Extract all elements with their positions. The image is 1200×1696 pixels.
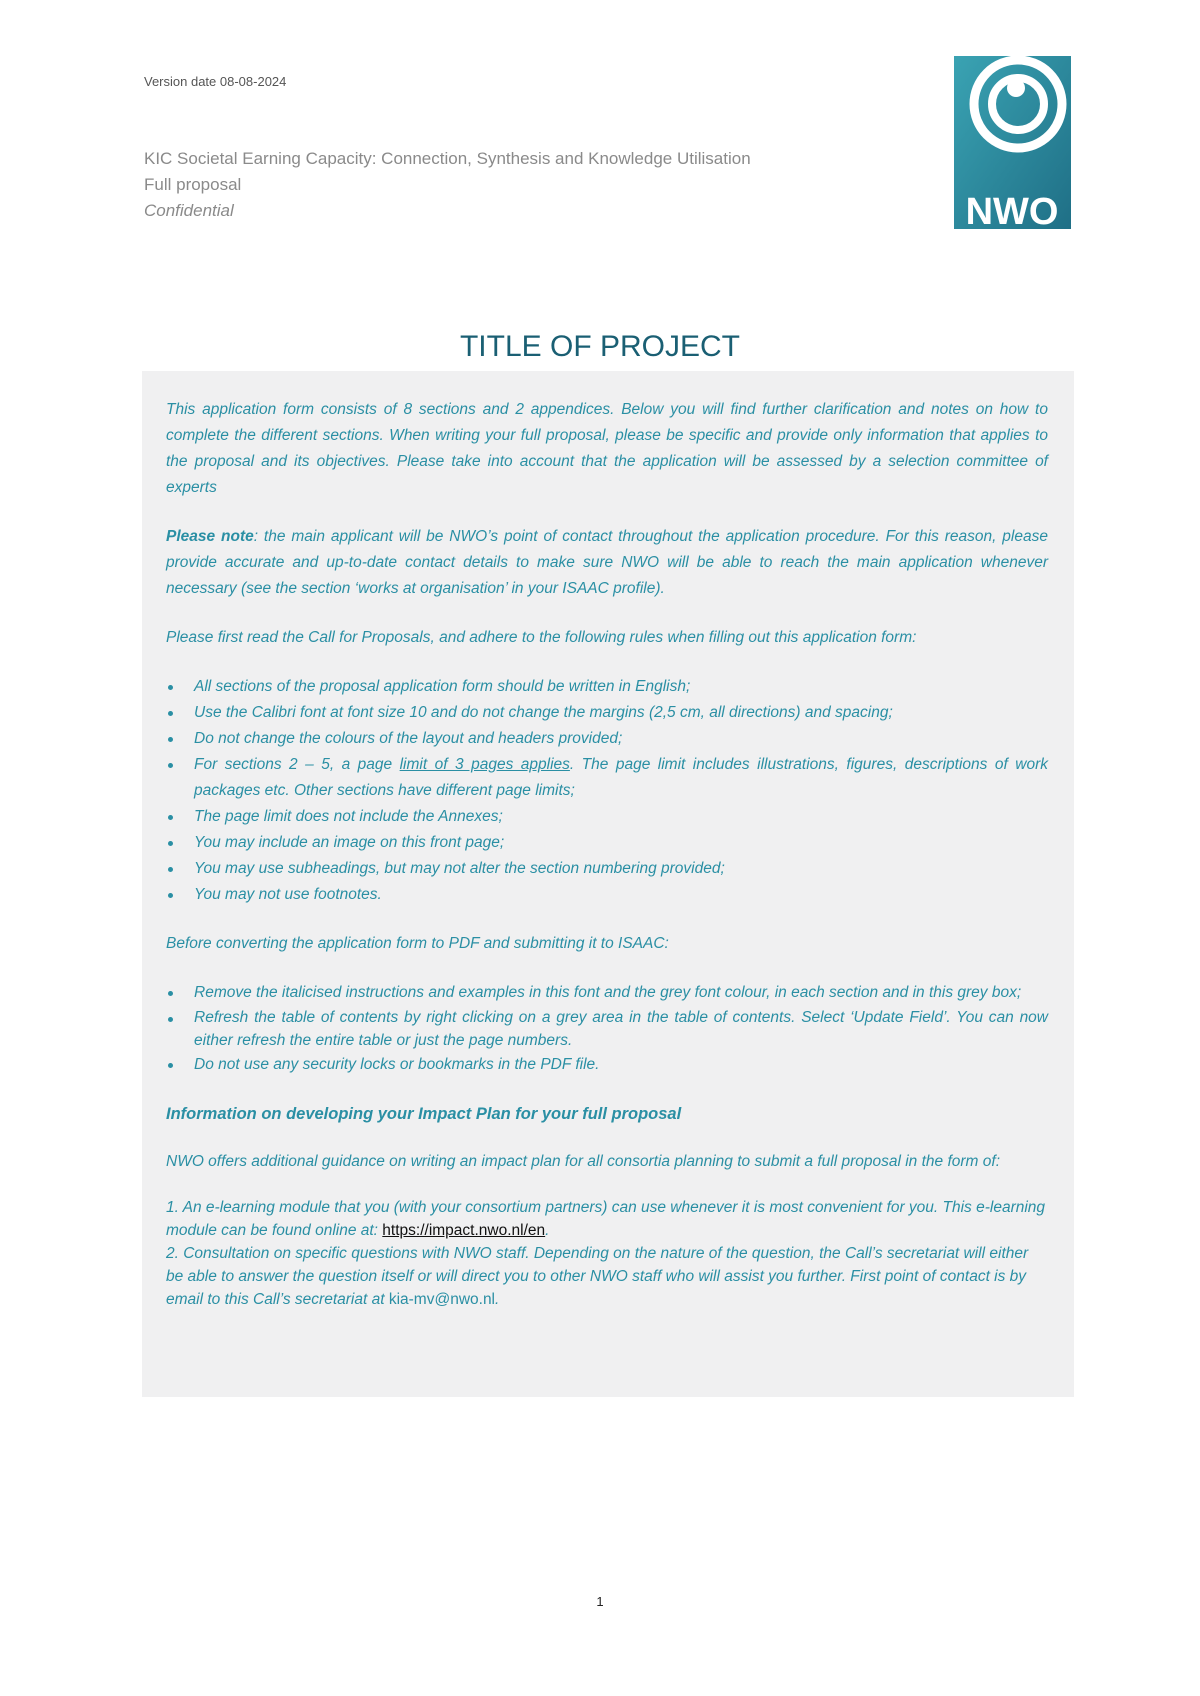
note-label: Please note: [166, 528, 254, 545]
note-paragraph: [166, 524, 1048, 602]
impact-intro: NWO offers additional guidance on writing an impact plan for all consortia planning to submit a full proposal in the form of:: [166, 1153, 1000, 1170]
impact-item-1: 1. An e-learning module that you (with your consortium partners) can use whenever it is most convenient for you. This e-learning module can be found online at: https://impact.nwo.nl/en.: [166, 1199, 1046, 1239]
list-item: The page limit does not include the Annexes;: [166, 804, 1048, 830]
nwo-logo-icon: [954, 56, 1071, 229]
logo-text: NWO: [965, 191, 1059, 229]
page-number: 1: [596, 1594, 604, 1609]
list-item: All sections of the proposal application form should be written in English;: [166, 674, 1048, 700]
version-date: Version date 08-08-2024: [144, 74, 287, 89]
list-item: Do not change the colours of the layout and headers provided;: [166, 726, 1048, 752]
impact-heading: Information on developing your Impact Plan for your full proposal: [166, 1105, 682, 1123]
intro-paragraph: This application form consists of 8 sections and 2 appendices. Below you will find further clarification and notes on how to complete the different sections. When writing your full proposal, please be specific and provide only information that applies to the proposal and its objectives. Please take into account that the application will be assessed by a selection committee of experts: [166, 401, 1048, 496]
list-item: You may use subheadings, but may not alter the section numbering provided;: [166, 856, 1048, 882]
impact-item-2: 2. Consultation on specific questions with NWO staff. Depending on the nature of the question, the Call’s secretariat will either be able to answer the question itself or will direct you to other NWO staff who will assist you further. First point of contact is by email to this Call’s secretariat at kia-mv@nwo.nl.: [166, 1245, 1029, 1308]
proposal-type: Full proposal: [144, 175, 242, 194]
list-item: Do not use any security locks or bookmarks in the PDF file.: [166, 1052, 1048, 1078]
program-name: KIC Societal Earning Capacity: Connection, Synthesis and Knowledge Utilisation: [144, 149, 751, 168]
list-item: Remove the italicised instructions and examples in this font and the grey font colour, in each section and in this grey box;: [166, 980, 1048, 1006]
secretariat-email[interactable]: kia-mv@nwo.nl: [388, 1291, 496, 1308]
list-item: For sections 2 – 5, a page limit of 3 pages applies. The page limit includes illustrations, figures, descriptions of work packages etc. Other sections have different page limits;: [166, 752, 1048, 804]
document-header: [144, 146, 751, 224]
before-list: [166, 980, 1048, 1078]
rules-intro: Please first read the Call for Proposals, and adhere to the following rules when filling out this application form:: [166, 629, 917, 646]
before-intro: Before converting the application form to PDF and submitting it to ISAAC:: [166, 935, 669, 952]
list-item: Refresh the table of contents by right clicking on a grey area in the table of contents. Select ‘Update Field’. You can now either refresh the entire table or just the page numbers.: [166, 1006, 1048, 1052]
note-text: : the main applicant will be NWO’s point of contact throughout the application procedure. For this reason, please provide accurate and up-to-date contact details to make sure NWO will be able to reach the main application whenever necessary (see the section ‘works at organisation’ in your ISAAC profile).: [166, 528, 1048, 597]
confidential-label: Confidential: [144, 201, 234, 220]
instructions-box: [142, 371, 1074, 1397]
list-item: You may include an image on this front page;: [166, 830, 1048, 856]
page-limit-underlined: limit of 3 pages applies: [399, 756, 570, 773]
page-title: TITLE OF PROJECT: [459, 330, 741, 363]
rules-list: [166, 674, 1048, 908]
list-item: You may not use footnotes.: [166, 882, 1048, 908]
impact-link[interactable]: https://impact.nwo.nl/en: [382, 1222, 546, 1239]
list-item: Use the Calibri font at font size 10 and do not change the margins (2,5 cm, all directions) and spacing;: [166, 700, 1048, 726]
